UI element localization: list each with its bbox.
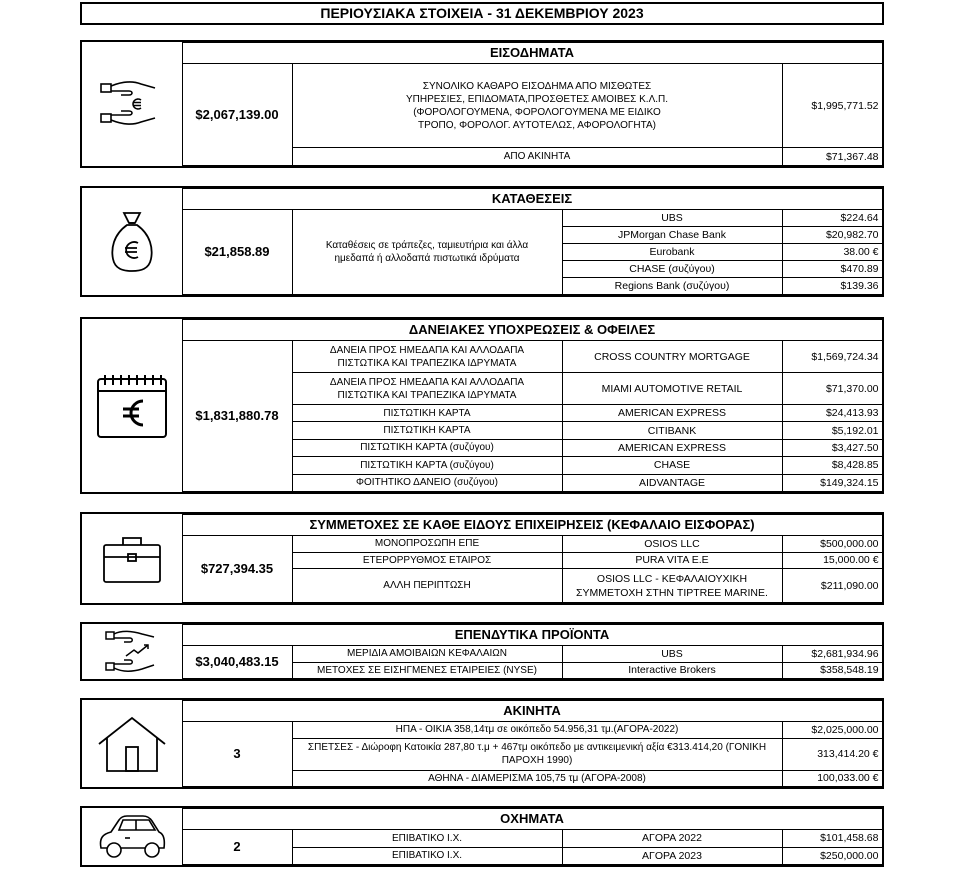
holdings-section [80, 512, 884, 605]
debt-type: ΠΙΣΤΩΤΙΚΗ ΚΑΡΤΑ (συζύγου) [292, 457, 562, 474]
property-desc: ΣΠΕΤΣΕΣ - Διώροφη Κατοικία 287,80 τ.μ + 467τμ οικόπεδο με αντικειμενική αξία €313.414,20 (ΓΟΝΙΚΗ ΠΑΡΟΧΗ 1990) [292, 738, 782, 770]
debt-type: ΠΙΣΤΩΤΙΚΗ ΚΑΡΤΑ [292, 405, 562, 422]
debt-amount: $5,192.01 [782, 422, 882, 439]
holding-company: OSIOS LLC - ΚΕΦΑΛΑΙΟΥΧΙΚΗ ΣΥΜΜΕΤΟΧΗ ΣΤΗΝ TIPTREE MARINE. [562, 569, 782, 603]
deposit-amount: $20,982.70 [782, 227, 882, 244]
debt-creditor: AIDVANTAGE [562, 474, 782, 491]
vehicle-type: ΕΠΙΒΑΤΙΚΟ Ι.Χ. [292, 847, 562, 865]
realestate-icon-cell [82, 701, 182, 787]
debt-creditor: AMERICAN EXPRESS [562, 439, 782, 456]
hands-euro-icon [97, 76, 167, 132]
deposit-amount: $224.64 [782, 210, 882, 227]
deposits-icon-cell [82, 189, 182, 295]
holdings-header: ΣΥΜΜΕΤΟΧΕΣ ΣΕ ΚΑΘΕ ΕΙΔΟΥΣ ΕΠΙΧΕΙΡΗΣΕΙΣ (ΚΕΦΑΛΑΙΟ ΕΙΣΦΟΡΑΣ) [182, 515, 882, 536]
holding-type: ΑΛΛΗ ΠΕΡΙΠΤΩΣΗ [292, 569, 562, 603]
vehicle-acquisition: ΑΓΟΡΑ 2023 [562, 847, 782, 865]
debt-type: ΔΑΝΕΙΑ ΠΡΟΣ ΗΜΕΔΑΠΑ ΚΑΙ ΑΛΛΟΔΑΠΑ ΠΙΣΤΩΤΙΚΑ ΚΑΙ ΤΡΑΠΕΖΙΚΑ ΙΔΡΥΜΑΤΑ [292, 373, 562, 405]
debt-amount: $1,569,724.34 [782, 341, 882, 373]
property-amount: 100,033.00 € [782, 770, 882, 787]
holdings-total: $727,394.35 [182, 536, 292, 603]
vehicles-icon-cell [82, 809, 182, 865]
calendar-euro-icon [95, 371, 169, 441]
investment-amount: $2,681,934.96 [782, 646, 882, 663]
deposits-header: ΚΑΤΑΘΕΣΕΙΣ [182, 189, 882, 210]
investments-icon-cell [82, 625, 182, 679]
property-amount: 313,414.20 € [782, 738, 882, 770]
vehicle-acquisition: ΑΓΟΡΑ 2022 [562, 830, 782, 848]
property-desc: ΑΘΗΝΑ - ΔΙΑΜΕΡΙΣΜΑ 105,75 τμ (ΑΓΟΡΑ-2008) [292, 770, 782, 787]
deposit-amount: 38.00 € [782, 244, 882, 261]
investment-provider: UBS [562, 646, 782, 663]
debt-amount: $71,370.00 [782, 373, 882, 405]
debts-header: ΔΑΝΕΙΑΚΕΣ ΥΠΟΧΡΕΩΣΕΙΣ & ΟΦΕΙΛΕΣ [182, 320, 882, 341]
property-amount: $2,025,000.00 [782, 722, 882, 739]
holding-company: OSIOS LLC [562, 536, 782, 553]
investments-section [80, 622, 884, 681]
income-row-desc: ΣΥΝΟΛΙΚΟ ΚΑΘΑΡΟ ΕΙΣΟΔΗΜΑ ΑΠΟ ΜΙΣΘΩΤΕΣ ΥΠΗΡΕΣΙΕΣ, ΕΠΙΔΟΜΑΤΑ,ΠΡΟΣΘΕΤΕΣ ΑΜΟΙΒΕΣ Κ.Λ.Π.(ΦΟΡΟΛΟΓΟΥΜΕΝΑ, ΦΟΡΟΛΟΓΟΥΜΕΝΑ ΜΕ ΕΙΔΙΚΟ ΤΡΟΠΟ, ΦΟΡΟΛΟΓ. ΑΥΤΟΤΕΛΩΣ, ΑΦΟΡΟΛΟΓΗΤΑ) [292, 64, 782, 148]
debts-icon-cell [82, 320, 182, 492]
briefcase-icon [101, 533, 163, 585]
debt-creditor: AMERICAN EXPRESS [562, 405, 782, 422]
holding-type: ΜΟΝΟΠΡΟΣΩΠΗ ΕΠΕ [292, 536, 562, 553]
debt-type: ΔΑΝΕΙΑ ΠΡΟΣ ΗΜΕΔΑΠΑ ΚΑΙ ΑΛΛΟΔΑΠΑ ΠΙΣΤΩΤΙΚΑ ΚΑΙ ΤΡΑΠΕΖΙΚΑ ΙΔΡΥΜΑΤΑ [292, 341, 562, 373]
vehicle-amount: $250,000.00 [782, 847, 882, 865]
investment-provider: Interactive Brokers [562, 662, 782, 679]
deposits-total: $21,858.89 [182, 210, 292, 295]
debt-type: ΠΙΣΤΩΤΙΚΗ ΚΑΡΤΑ (συζύγου) [292, 439, 562, 456]
holdings-icon-cell [82, 515, 182, 603]
debt-amount: $24,413.93 [782, 405, 882, 422]
holding-amount: $211,090.00 [782, 569, 882, 603]
income-row-desc: ΑΠΟ ΑΚΙΝΗΤΑ [292, 148, 782, 166]
holding-company: PURA VITA E.E [562, 552, 782, 569]
realestate-total: 3 [182, 722, 292, 787]
debt-creditor: MIAMI AUTOMOTIVE RETAIL [562, 373, 782, 405]
realestate-header: ΑΚΙΝΗΤΑ [182, 701, 882, 722]
investments-total: $3,040,483.15 [182, 646, 292, 679]
deposit-bank: JPMorgan Chase Bank [562, 227, 782, 244]
deposit-bank: CHASE (συζύγου) [562, 261, 782, 278]
income-row-amount: $1,995,771.52 [782, 64, 882, 148]
vehicles-section [80, 806, 884, 867]
vehicle-type: ΕΠΙΒΑΤΙΚΟ Ι.Χ. [292, 830, 562, 848]
investment-type: ΜΕΡΙΔΙΑ ΑΜΟΙΒΑΙΩΝ ΚΕΦΑΛΑΙΩΝ [292, 646, 562, 663]
page-title: ΠΕΡΙΟΥΣΙΑΚΑ ΣΤΟΙΧΕΙΑ - 31 ΔΕΚΕΜΒΡΙΟΥ 2023 [80, 2, 884, 25]
money-bag-euro-icon [107, 209, 157, 275]
property-desc: ΗΠΑ - ΟΙΚΙΑ 358,14τμ σε οικόπεδο 54.956,31 τμ.(ΑΓΟΡΑ-2022) [292, 722, 782, 739]
vehicles-total: 2 [182, 830, 292, 865]
income-total: $2,067,139.00 [182, 64, 292, 166]
investments-header: ΕΠΕΝΔΥΤΙΚΑ ΠΡΟΪΟΝΤΑ [182, 625, 882, 646]
deposit-bank: Regions Bank (συζύγου) [562, 278, 782, 295]
income-icon-cell [82, 43, 182, 166]
income-header: ΕΙΣΟΔΗΜΑΤΑ [182, 43, 882, 64]
debt-type: ΦΟΙΤΗΤΙΚΟ ΔΑΝΕΙΟ (συζύγου) [292, 474, 562, 491]
income-section [80, 40, 884, 168]
holding-amount: $500,000.00 [782, 536, 882, 553]
deposit-amount: $139.36 [782, 278, 882, 295]
debt-type: ΠΙΣΤΩΤΙΚΗ ΚΑΡΤΑ [292, 422, 562, 439]
investment-amount: $358,548.19 [782, 662, 882, 679]
deposit-amount: $470.89 [782, 261, 882, 278]
car-icon [97, 812, 167, 862]
holding-type: ΕΤΕΡΟΡΡΥΘΜΟΣ ΕΤΑΙΡΟΣ [292, 552, 562, 569]
debts-section [80, 317, 884, 494]
vehicles-header: ΟΧΗΜΑΤΑ [182, 809, 882, 830]
debt-creditor: CROSS COUNTRY MORTGAGE [562, 341, 782, 373]
deposits-desc: Καταθέσεις σε τράπεζες, ταμιευτήρια και άλλα ημεδαπά ή αλλοδαπά πιστωτικά ιδρύματα [292, 210, 562, 295]
debt-amount: $149,324.15 [782, 474, 882, 491]
deposit-bank: Eurobank [562, 244, 782, 261]
hands-growth-icon [104, 628, 160, 676]
debts-total: $1,831,880.78 [182, 341, 292, 492]
income-row-amount: $71,367.48 [782, 148, 882, 166]
deposit-bank: UBS [562, 210, 782, 227]
deposits-section [80, 186, 884, 297]
vehicle-amount: $101,458.68 [782, 830, 882, 848]
debt-amount: $3,427.50 [782, 439, 882, 456]
debt-creditor: CHASE [562, 457, 782, 474]
house-icon [96, 714, 168, 774]
debt-creditor: CITIBANK [562, 422, 782, 439]
investment-type: ΜΕΤΟΧΕΣ ΣΕ ΕΙΣΗΓΜΕΝΕΣ ΕΤΑΙΡΕΙΕΣ (NYSE) [292, 662, 562, 679]
debt-amount: $8,428.85 [782, 457, 882, 474]
holding-amount: 15,000.00 € [782, 552, 882, 569]
realestate-section [80, 698, 884, 789]
